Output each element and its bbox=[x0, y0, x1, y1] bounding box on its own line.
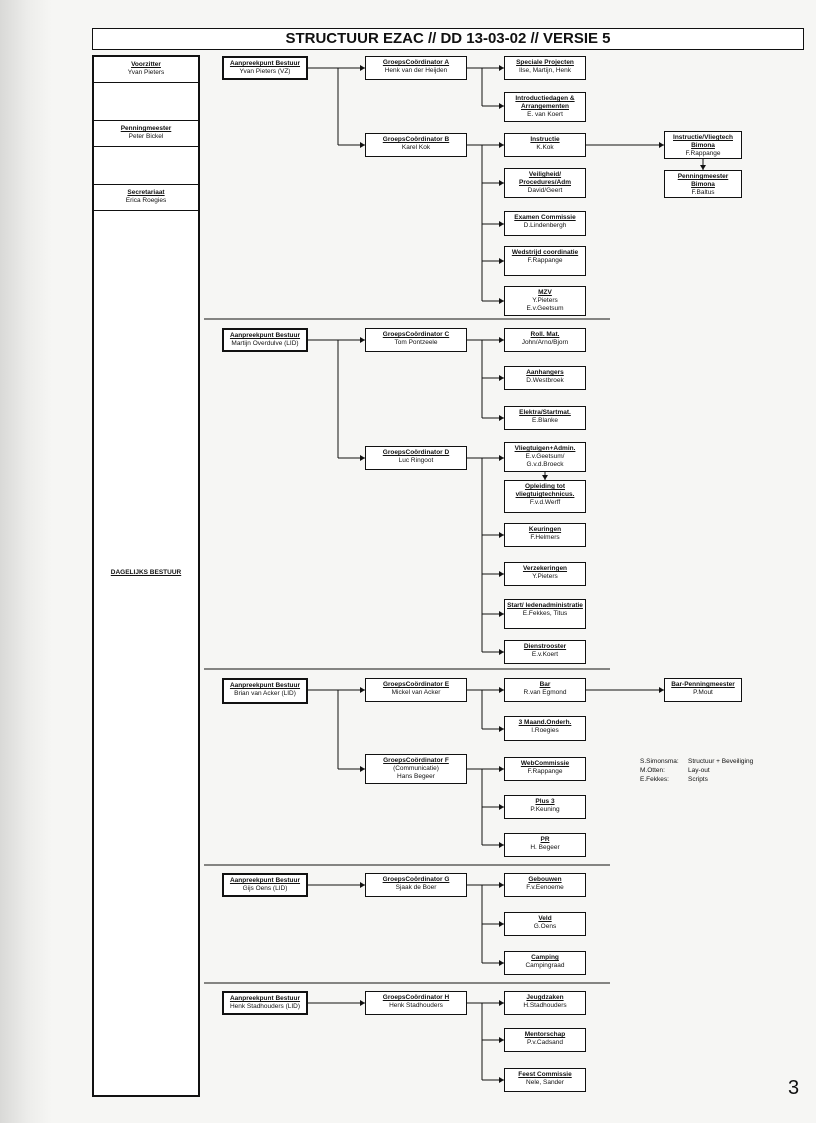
box-name: F.v.Eenoeme bbox=[526, 884, 564, 891]
box-name: D.Westbroek bbox=[526, 377, 564, 384]
ab5-box bbox=[222, 991, 308, 1015]
pbim-box bbox=[664, 170, 742, 198]
box-title: Opleiding tot vliegtuigtechnicus. bbox=[515, 483, 575, 498]
box-title: Plus 3 bbox=[535, 798, 555, 805]
box-name: H.Stadhouders bbox=[523, 1002, 567, 1009]
credit-role: Scripts bbox=[688, 776, 708, 783]
box-name: Henk Stadhouders (LID) bbox=[229, 1003, 301, 1010]
box-title: Feest Commissie bbox=[518, 1071, 572, 1078]
box-name: E.v.Geetsum/ bbox=[525, 453, 565, 460]
box-title: GroepsCoördinator B bbox=[382, 136, 450, 143]
ab3-box bbox=[222, 678, 308, 704]
box-title: Veiligheid/ Procedures/Adm bbox=[518, 171, 572, 186]
dienst-box bbox=[504, 640, 586, 664]
box-name: G.Oens bbox=[533, 923, 557, 930]
box-title: Elektra/Startmat. bbox=[519, 409, 571, 416]
box-name: E.Blanke bbox=[531, 417, 559, 424]
box-name: David/Geert bbox=[527, 187, 563, 194]
box-title: GroepsCoördinator G bbox=[382, 876, 450, 883]
vladm-box bbox=[504, 442, 586, 472]
box-name: F.Helmers bbox=[530, 534, 560, 541]
gcD-box bbox=[365, 446, 467, 470]
ab1-box bbox=[222, 56, 308, 80]
box-name: John/Arno/Bjorn bbox=[521, 339, 569, 346]
secretariaat-title: Secretariaat bbox=[127, 189, 165, 196]
box-title: GroepsCoördinator A bbox=[382, 59, 450, 66]
veil-box bbox=[504, 168, 586, 198]
box-name: Brian van Acker (LID) bbox=[234, 690, 296, 697]
plus-box bbox=[504, 795, 586, 819]
box-title: WebCommissie bbox=[520, 760, 570, 767]
elek-box bbox=[504, 406, 586, 430]
gcB-box bbox=[365, 133, 467, 157]
barp-box bbox=[664, 678, 742, 702]
box-name: Yvan Pieters (VZ) bbox=[239, 68, 291, 75]
dagelijks-bestuur-label: DAGELIJKS BESTUUR bbox=[110, 569, 182, 576]
box-title: GroepsCoördinator D bbox=[382, 449, 450, 456]
box-name: Henk Stadhouders bbox=[389, 1002, 443, 1009]
box-title: Speciale Projecten bbox=[516, 59, 574, 66]
gcA-box bbox=[365, 56, 467, 80]
box-name: Gijs Oens (LID) bbox=[242, 885, 288, 892]
box-title: Dienstrooster bbox=[523, 643, 567, 650]
box-name: H. Begeer bbox=[530, 844, 560, 851]
ab2-box bbox=[222, 328, 308, 352]
box-title: Aanpreekpunt Bestuur bbox=[229, 60, 301, 67]
credit-name: M.Otten: bbox=[640, 767, 665, 774]
roll-box bbox=[504, 328, 586, 352]
box-name: Luc Ringoot bbox=[398, 457, 434, 464]
box-name: F.Rappange bbox=[527, 257, 563, 264]
box-title: Keuringen bbox=[528, 526, 562, 533]
box-title: Camping bbox=[531, 954, 559, 961]
oplei-box bbox=[504, 480, 586, 513]
box-name: Ilse, Martijn, Henk bbox=[518, 67, 572, 74]
box-title: GroepsCoördinator H bbox=[382, 994, 450, 1001]
ab4-box bbox=[222, 873, 308, 897]
box-name: F.Rappange bbox=[527, 768, 563, 775]
credit-line bbox=[640, 775, 736, 784]
box-name: (Communicatie) bbox=[393, 765, 439, 772]
ment-box bbox=[504, 1028, 586, 1052]
box-name: F.v.d.Werff bbox=[529, 499, 561, 506]
gcH-box bbox=[365, 991, 467, 1015]
wed-box bbox=[504, 246, 586, 276]
gcE-box bbox=[365, 678, 467, 702]
box-title: Mentorschap bbox=[524, 1031, 566, 1038]
box-name: Y.Pieters bbox=[532, 573, 558, 580]
box-title: Vliegtuigen+Admin. bbox=[514, 445, 576, 452]
jeugd-box bbox=[504, 991, 586, 1015]
box-name: Campingraad bbox=[525, 962, 565, 969]
box-name: E.v.Koert bbox=[531, 651, 559, 658]
box-title: Aanpreekpunt Bestuur bbox=[229, 332, 301, 339]
box-title: PR bbox=[540, 836, 550, 843]
box-name: Sjaak de Boer bbox=[395, 884, 437, 891]
box-title: Aanhangers bbox=[526, 369, 564, 376]
box-name: Y.Pieters bbox=[532, 297, 558, 304]
start-box bbox=[504, 599, 586, 629]
box-name: Martijn Overdulve (LID) bbox=[231, 340, 299, 347]
verz-box bbox=[504, 562, 586, 586]
box-name: F.Baltus bbox=[691, 189, 715, 196]
box-name: R.van Egmond bbox=[523, 689, 567, 696]
box-name: P.Mout bbox=[693, 689, 713, 696]
voorzitter-name: Yvan Pieters bbox=[127, 69, 165, 76]
camp-box bbox=[504, 951, 586, 975]
box-title: MZV bbox=[538, 289, 552, 296]
box-title: Veld bbox=[538, 915, 552, 922]
box-title: Introductiedagen & Arrangementen bbox=[515, 95, 575, 110]
box-title: Roll. Mat. bbox=[530, 331, 560, 338]
penningmeester-name: Peter Bickel bbox=[128, 133, 164, 140]
box-name: E.Fekkes, Titus bbox=[522, 610, 568, 617]
box-title: Verzekeringen bbox=[522, 565, 568, 572]
box-name: I.Roegies bbox=[531, 727, 559, 734]
box-title: Instructie/Vliegtech Bimona bbox=[673, 134, 733, 149]
box-name: G.v.d.Broeck bbox=[526, 461, 564, 468]
box-name: Henk van der Heijden bbox=[384, 67, 448, 74]
secretariaat-name: Erica Roegies bbox=[125, 197, 167, 204]
gcC-box bbox=[365, 328, 467, 352]
geb-box bbox=[504, 873, 586, 897]
page-number: 3 bbox=[788, 1077, 800, 1099]
keur-box bbox=[504, 523, 586, 547]
intro-box bbox=[504, 92, 586, 122]
credit-name: S.Simonsma: bbox=[640, 758, 679, 765]
box-title: Bar-Penningmeester bbox=[671, 681, 735, 688]
box-title: 3 Maand.Onderh. bbox=[518, 719, 572, 726]
sp-box bbox=[504, 56, 586, 80]
credit-role: Structuur + Beveiliging bbox=[688, 758, 754, 765]
box-title: Penningmeester Bimona bbox=[677, 173, 729, 188]
instr-box bbox=[504, 133, 586, 157]
box-name: Hans Begeer bbox=[397, 773, 435, 780]
credit-line bbox=[640, 757, 754, 766]
credit-role: Lay-out bbox=[688, 767, 710, 774]
voorzitter-title: Voorzitter bbox=[131, 61, 161, 68]
box-name: E. van Koert bbox=[527, 111, 563, 118]
web-box bbox=[504, 757, 586, 781]
penningmeester-title: Penningmeester bbox=[120, 125, 172, 132]
box-name: E.v.Geetsum bbox=[526, 305, 564, 312]
pr-box bbox=[504, 833, 586, 857]
box-title: Wedstrijd coordinatie bbox=[511, 249, 579, 256]
credits-note bbox=[640, 757, 754, 784]
box-title: GroepsCoördinator E bbox=[382, 681, 450, 688]
box-title: Aanpreekpunt Bestuur bbox=[229, 682, 301, 689]
box-name: Mickel van Acker bbox=[391, 689, 441, 696]
box-title: GroepsCoördinator F bbox=[383, 757, 449, 764]
box-title: Gebouwen bbox=[528, 876, 562, 883]
box-title: Examen Commissie bbox=[514, 214, 576, 221]
box-title: Instructie bbox=[530, 136, 560, 143]
page-title: STRUCTUUR EZAC // DD 13-03-02 // VERSIE 5 bbox=[92, 28, 804, 50]
box-name: P.Keuning bbox=[530, 806, 560, 813]
box-name: F.Rappange bbox=[685, 150, 721, 157]
box-title: Start/ ledenadministratie bbox=[507, 602, 583, 609]
bar-box bbox=[504, 678, 586, 702]
veld-box bbox=[504, 912, 586, 936]
box-name: Nele, Sander bbox=[526, 1079, 564, 1086]
feest-box bbox=[504, 1068, 586, 1092]
credit-name: E.Fekkes: bbox=[640, 776, 669, 783]
box-name: K.Kok bbox=[536, 144, 554, 151]
mzv-box bbox=[504, 286, 586, 316]
box-title: Aanpreekpunt Bestuur bbox=[229, 877, 301, 884]
mnd-box bbox=[504, 716, 586, 741]
box-name: P.v.Cadsand bbox=[527, 1039, 563, 1046]
box-name: D.Lindenbergh bbox=[523, 222, 567, 229]
box-name: Karel Kok bbox=[401, 144, 431, 151]
exam-box bbox=[504, 211, 586, 236]
box-title: Jeugdzaken bbox=[526, 994, 564, 1001]
box-title: Bar bbox=[539, 681, 551, 688]
credit-line bbox=[640, 766, 736, 775]
box-title: GroepsCoördinator C bbox=[382, 331, 450, 338]
box-title: Aanpreekpunt Bestuur bbox=[229, 995, 301, 1002]
vlieg-box bbox=[664, 131, 742, 159]
gcG-box bbox=[365, 873, 467, 897]
gcF-box bbox=[365, 754, 467, 784]
box-name: Tom Pontzeele bbox=[394, 339, 438, 346]
aanh-box bbox=[504, 366, 586, 390]
